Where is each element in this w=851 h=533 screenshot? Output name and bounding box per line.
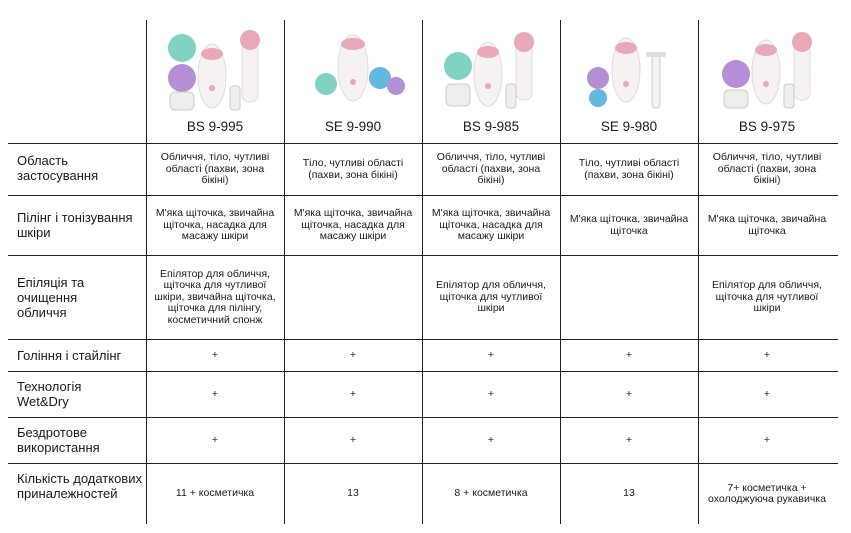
- table-cell: +: [211, 433, 219, 446]
- table-cell: М'яка щіточка, звичайна щіточка, насадка для масажу шкіри: [155, 207, 275, 243]
- table-cell: Епілятор для обличчя, щіточка для чутливої шкіри: [436, 279, 546, 315]
- model-name: BS 9-995: [186, 119, 244, 134]
- table-cell: +: [487, 387, 495, 400]
- row-label: Гоління і стайлінг: [17, 348, 122, 363]
- table-cell: +: [211, 348, 219, 361]
- table-cell: М'яка щіточка, звичайна щіточка, насадка для масажу шкіри: [431, 207, 551, 243]
- table-cell: +: [211, 387, 219, 400]
- table-cell: Обличчя, тіло, чутливі області (пахви, зона бікіні): [160, 151, 270, 187]
- table-cell: 7+ косметичка + охолоджуюча рукавичка: [708, 481, 826, 505]
- table-cell: +: [349, 387, 357, 400]
- model-name: SE 9-980: [600, 119, 658, 134]
- row-label: Пілінг і тонізування шкіри: [17, 210, 133, 240]
- model-name: SE 9-990: [324, 119, 382, 134]
- table-cell: +: [625, 348, 633, 361]
- table-cell: Обличчя, тіло, чутливі області (пахви, зона бікіні): [436, 151, 546, 187]
- table-cell: 13: [623, 487, 635, 500]
- table-cell: +: [349, 433, 357, 446]
- table-cell: +: [349, 348, 357, 361]
- table-cell: +: [763, 348, 771, 361]
- table-cell: М'яка щіточка, звичайна щіточка: [569, 213, 689, 237]
- table-cell: +: [625, 433, 633, 446]
- model-name: BS 9-975: [738, 119, 796, 134]
- row-label: Бездротове використання: [17, 425, 100, 455]
- table-cell: 8 + косметичка: [454, 487, 528, 500]
- table-cell: 13: [347, 487, 359, 500]
- product-image-bs-9-975: [712, 26, 827, 114]
- table-cell: +: [763, 387, 771, 400]
- table-cell: М'яка щіточка, звичайна щіточка: [707, 213, 827, 237]
- product-image-bs-9-985: [436, 26, 551, 114]
- product-image-se-9-980: [574, 26, 689, 114]
- row-label: Область застосування: [17, 153, 99, 183]
- product-image-bs-9-995: [160, 26, 275, 114]
- table-cell: +: [763, 433, 771, 446]
- table-cell: +: [487, 348, 495, 361]
- table-cell: +: [625, 387, 633, 400]
- row-label: Епіляція та очищення обличчя: [17, 275, 85, 320]
- table-cell: М'яка щіточка, звичайна щіточка, насадка для масажу шкіри: [293, 207, 413, 243]
- column-divider: [422, 20, 423, 524]
- column-divider: [560, 20, 561, 524]
- table-cell: Обличчя, тіло, чутливі області (пахви, зона бікіні): [712, 151, 822, 187]
- row-label: Технологія Wet&Dry: [17, 379, 82, 409]
- table-cell: +: [487, 433, 495, 446]
- table-cell: 11 + косметичка: [175, 487, 255, 500]
- model-name: BS 9-985: [462, 119, 520, 134]
- table-cell: Епілятор для обличчя, щіточка для чутливої шкіри, звичайна щіточка, щіточка для пілінгу, косметичний спонж: [154, 267, 276, 326]
- column-divider: [146, 20, 147, 524]
- table-cell: [292, 256, 414, 339]
- column-divider: [284, 20, 285, 524]
- table-cell: Тіло, чутливі області (пахви, зона бікіні): [578, 157, 680, 181]
- column-divider: [698, 20, 699, 524]
- table-cell: Епілятор для обличчя, щіточка для чутливої шкіри: [712, 279, 822, 315]
- row-label: Кількість додаткових приналежностей: [17, 471, 142, 501]
- table-cell: [568, 256, 690, 339]
- table-cell: Тіло, чутливі області (пахви, зона бікіні): [302, 157, 404, 181]
- product-image-se-9-990: [298, 26, 413, 114]
